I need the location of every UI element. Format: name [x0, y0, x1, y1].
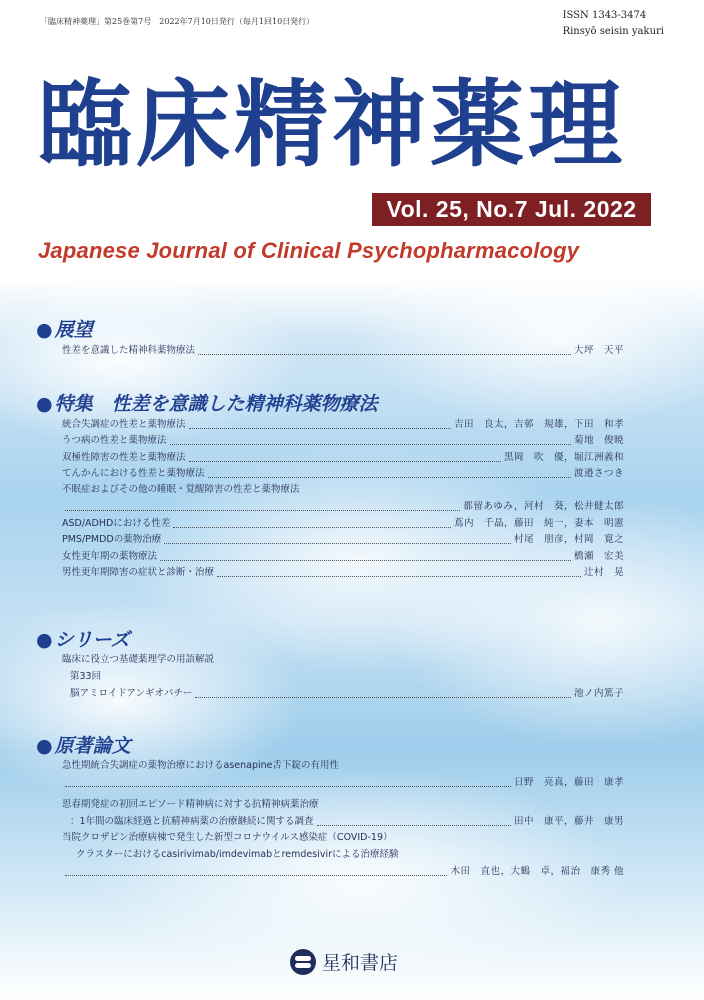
toc-entry[interactable]: 女性更年期の薬物療法 橋瀬 宏美: [62, 550, 624, 562]
section-heading: ● 原著論文: [36, 735, 131, 757]
toc-entry-title[interactable]: 思春期発症の初回エピソード精神病に対する抗精神病薬治療: [62, 799, 319, 810]
volume-badge: Vol. 25, No.7 Jul. 2022: [372, 193, 651, 226]
toc-entry-title[interactable]: 急性期統合失調症の薬物治療におけるasenapine舌下錠の有用性: [62, 760, 339, 771]
toc-entry[interactable]: ：1年間の臨床経過と抗精神病薬の治療継続に関する調査 田中 康平，藤井 康男: [70, 816, 624, 827]
issue-meta-line: 「臨床精神薬理」第25巻第7号 2022年7月10日発行（毎月1回10日発行）: [40, 17, 315, 26]
toc-entry[interactable]: 日野 亮真，藤田 康孝: [36, 775, 676, 792]
toc-entry[interactable]: 統合失調症の性差と薬物療法 吉田 良太，吉邨 規雄，下田 和孝: [62, 418, 624, 430]
toc-entry[interactable]: うつ病の性差と薬物療法 菊地 俊暁: [62, 435, 624, 446]
toc-entry[interactable]: てんかんにおける性差と薬物療法 渡邉さつき: [62, 468, 624, 479]
toc-entry[interactable]: 脳アミロイドアンギオパチー 池ノ内篤子: [70, 687, 624, 699]
issn-block: [563, 8, 664, 40]
toc-entry[interactable]: ASD/ADHDにおける性差 蔦内 千晶，藤田 純一，妻本 明憲: [62, 517, 624, 529]
section-heading: ● シリーズ: [36, 629, 130, 651]
series-number: 第33回: [70, 670, 102, 682]
toc-entry[interactable]: 都留あゆみ，河村 葵，松井健太郎: [36, 499, 676, 516]
journal-romaji: Rinsyō seisin yakuri: [562, 26, 664, 37]
series-subtitle: 臨床に役立つ基礎薬理学の用語解説: [62, 654, 215, 665]
toc-entry[interactable]: 性差を意識した精神科薬物療法 大坪 天平: [62, 344, 624, 356]
toc-entry-title[interactable]: 当院クロザピン治療病棟で発生した新型コロナウイルス感染症（COVID-19）: [62, 832, 393, 843]
publisher-mark-icon: [290, 949, 316, 975]
toc-entry[interactable]: PMS/PMDDの薬物治療 村尾 朋彦，村岡 寛之: [62, 534, 624, 545]
toc-entry[interactable]: 男性更年期障害の症状と診断・治療 辻村 晃: [62, 567, 624, 578]
journal-title-jp: 臨床精神薬理: [38, 71, 627, 180]
journal-title-en: Japanese Journal of Clinical Psychopharmacology: [38, 238, 580, 263]
section-tokushu: [36, 392, 676, 581]
section-heading: ● 展望: [36, 319, 93, 341]
section-heading: ● 特集 性差を意識した精神科薬物療法: [36, 393, 378, 415]
issn-number: ISSN 1343-3474: [562, 10, 647, 21]
section-tenbou: [36, 318, 676, 359]
section-original: [36, 734, 676, 880]
toc-entry-title[interactable]: クラスターにおけるcasirivimab/imdevimabとremdesivirによる治療経験: [76, 848, 399, 860]
toc-entry[interactable]: 双極性障害の性差と薬物療法 黒岡 吹 優，堀江洲義和: [62, 451, 624, 463]
publisher-name: 星和書店: [322, 952, 399, 974]
toc-entry-title[interactable]: 不眠症およびその他の睡眠・覚醒障害の性差と薬物療法: [62, 484, 300, 495]
publisher-logo: [290, 948, 398, 975]
toc-entry[interactable]: 木田 直也，大鶴 卓，福治 康秀 他: [36, 863, 676, 880]
section-series: [36, 628, 676, 702]
